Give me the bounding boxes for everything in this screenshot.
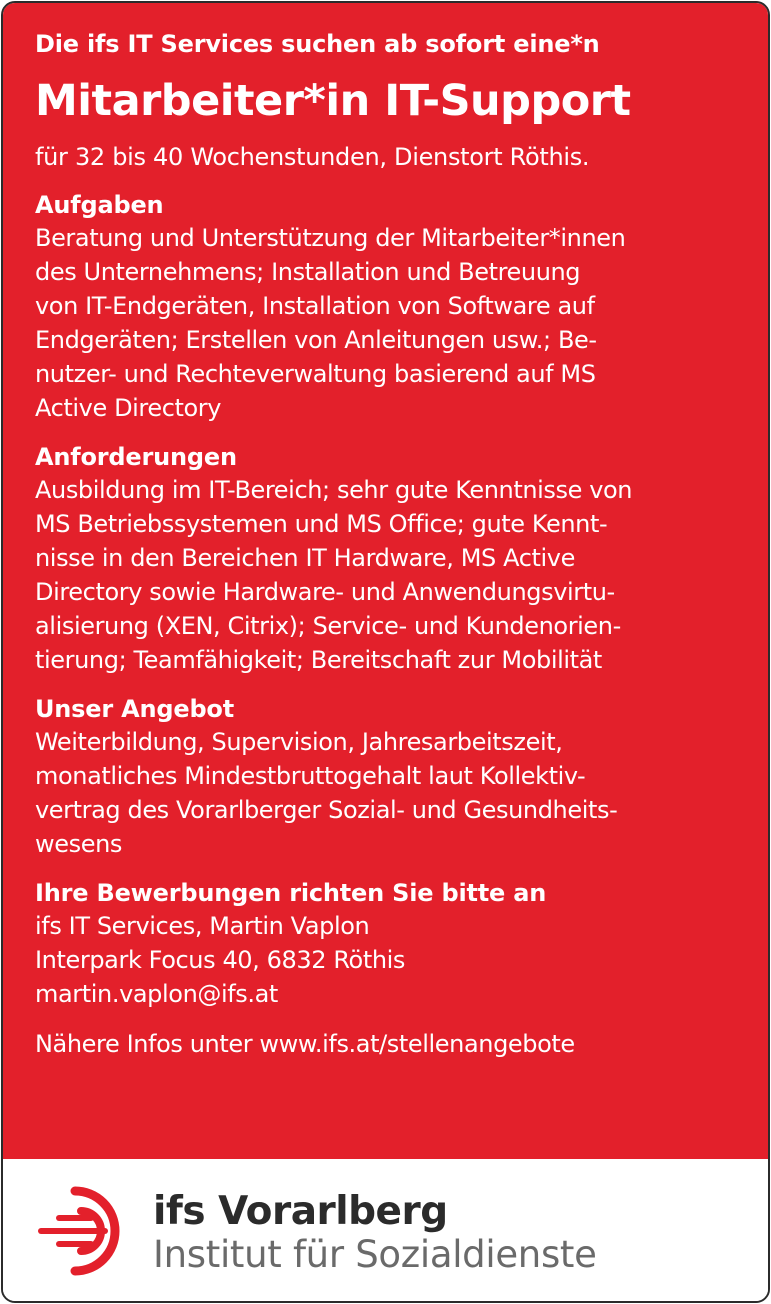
- intro-text: Die ifs IT Services suchen ab sofort eine*n: [35, 30, 600, 58]
- more-info-link[interactable]: Nähere Infos unter www.ifs.at/stellenangebote: [35, 1030, 575, 1058]
- text-line: Weiterbildung, Supervision, Jahresarbeitszeit,: [35, 728, 563, 756]
- text-line: MS Betriebssystemen und MS Office; gute Kennt-: [35, 510, 608, 538]
- text-line: wesens: [35, 830, 122, 858]
- org-subtitle: Institut für Sozialdienste: [153, 1233, 597, 1276]
- contact-name: ifs IT Services, Martin Vaplon: [35, 912, 370, 940]
- text-line: Active Directory: [35, 394, 222, 422]
- offer-heading: Unser Angebot: [35, 695, 234, 723]
- tasks-section: [35, 189, 748, 425]
- footer: [3, 1159, 768, 1303]
- requirements-text: [35, 473, 748, 677]
- requirements-heading: Anforderungen: [35, 443, 237, 471]
- ifs-logo-icon: [31, 1179, 135, 1283]
- text-line: von IT-Endgeräten, Installation von Software auf: [35, 292, 595, 320]
- org-name: ifs Vorarlberg: [153, 1189, 448, 1234]
- text-line: tierung; Teamfähigkeit; Bereitschaft zur Mobilität: [35, 646, 602, 674]
- text-line: nisse in den Bereichen IT Hardware, MS Active: [35, 544, 575, 572]
- contact-section: [35, 877, 748, 1011]
- tasks-text: [35, 221, 748, 425]
- text-line: monatliches Mindestbruttogehalt laut Kollektiv-: [35, 762, 586, 790]
- text-line: nutzer- und Rechteverwaltung basierend auf MS: [35, 360, 596, 388]
- contact-heading: Ihre Bewerbungen richten Sie bitte an: [35, 879, 547, 907]
- requirements-section: [35, 441, 748, 677]
- job-ad-content: [3, 3, 768, 1159]
- contact-text: [35, 909, 748, 1011]
- job-subtitle: für 32 bis 40 Wochenstunden, Dienstort Röthis.: [35, 143, 590, 171]
- text-line: alisierung (XEN, Citrix); Service- und Kundenorien-: [35, 612, 621, 640]
- job-title: Mitarbeiter*in IT-Support: [35, 76, 631, 126]
- contact-address: Interpark Focus 40, 6832 Röthis: [35, 946, 406, 974]
- offer-section: [35, 693, 748, 861]
- text-line: vertrag des Vorarlberger Sozial- und Gesundheits-: [35, 796, 618, 824]
- text-line: Endgeräten; Erstellen von Anleitungen usw.; Be-: [35, 326, 597, 354]
- contact-email-link[interactable]: martin.vaplon@ifs.at: [35, 980, 278, 1008]
- text-line: Beratung und Unterstützung der Mitarbeiter*innen: [35, 224, 626, 252]
- text-line: Directory sowie Hardware- und Anwendungsvirtu-: [35, 578, 615, 606]
- offer-text: [35, 725, 748, 861]
- tasks-heading: Aufgaben: [35, 191, 164, 219]
- text-line: Ausbildung im IT-Bereich; sehr gute Kenntnisse von: [35, 476, 633, 504]
- text-line: des Unternehmens; Installation und Betreuung: [35, 258, 581, 286]
- job-ad-card: [1, 1, 770, 1303]
